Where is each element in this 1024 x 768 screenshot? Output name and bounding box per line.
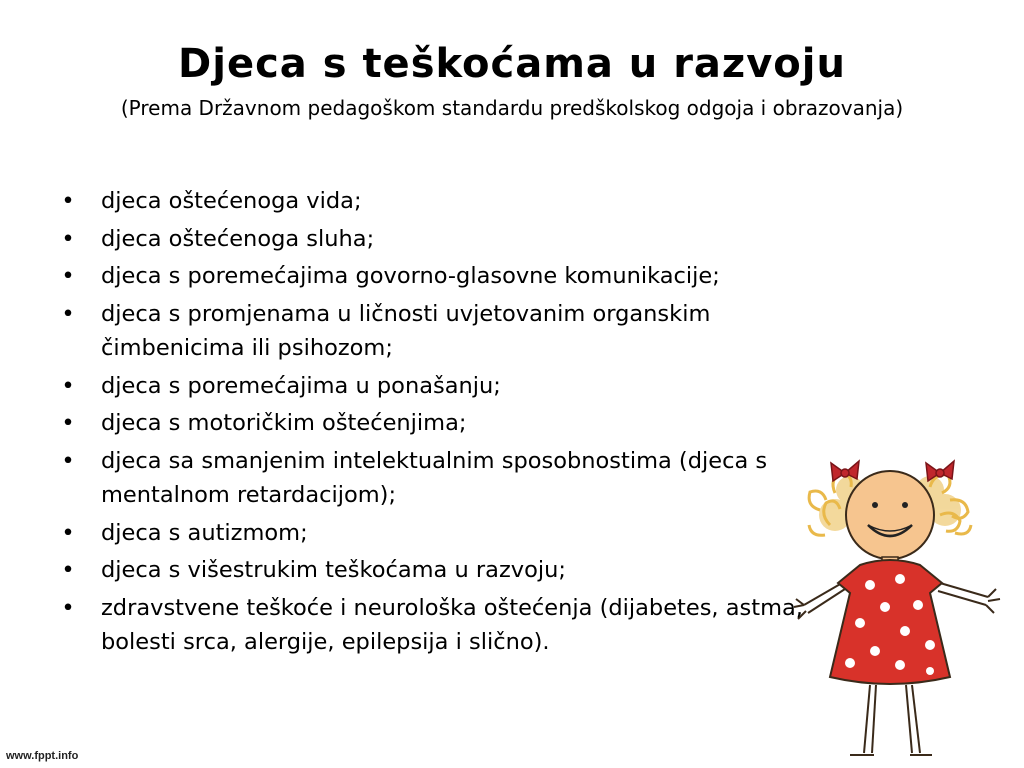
bullet-icon: • bbox=[61, 263, 75, 289]
bullet-list bbox=[56, 184, 956, 663]
bullet-text: djeca s motoričkim oštećenjima; bbox=[101, 410, 467, 436]
bullet-icon: • bbox=[61, 447, 75, 474]
bullet-icon: • bbox=[61, 557, 75, 583]
bullet-text: djeca s poremećajima u ponašanju; bbox=[101, 372, 501, 399]
slide-subtitle: (Prema Državnom pedagoškom standardu predškolskog odgoja i obrazovanja) bbox=[120, 96, 904, 120]
bullet-text: zdravstvene teškoće i neurološka oštećenja (dijabetes, astma, bolesti srca, alergije, epilepsija i slično). bbox=[101, 594, 803, 655]
bullet-icon: • bbox=[61, 300, 75, 327]
bullet-icon: • bbox=[61, 372, 75, 399]
bullet-icon: • bbox=[61, 225, 75, 252]
bullet-icon: • bbox=[61, 410, 75, 436]
bullet-text: djeca sa smanjenim intelektualnim sposobnostima (djeca s mentalnom retardacijom); bbox=[101, 447, 768, 508]
bullet-text: djeca oštećenoga vida; bbox=[101, 188, 362, 214]
bullet-icon: • bbox=[61, 594, 75, 621]
bullet-item bbox=[56, 259, 956, 294]
bullet-item bbox=[56, 516, 956, 551]
bullet-item bbox=[56, 222, 956, 257]
bullet-item bbox=[56, 444, 956, 513]
bullet-text: djeca s višestrukim teškoćama u razvoju; bbox=[101, 557, 566, 583]
bullet-text: djeca s promjenama u ličnosti uvjetovanim organskim čimbenicima ili psihozom; bbox=[101, 300, 711, 361]
bullet-text: djeca s poremećajima govorno-glasovne komunikacije; bbox=[101, 263, 720, 289]
bullet-icon: • bbox=[61, 519, 75, 546]
bullet-item bbox=[56, 406, 956, 441]
slide-title: Djeca s teškoćama u razvoju bbox=[178, 41, 846, 87]
bullet-text: djeca oštećenoga sluha; bbox=[101, 225, 375, 252]
bullet-item bbox=[56, 369, 956, 404]
bullet-item bbox=[56, 553, 956, 588]
bullet-item bbox=[56, 591, 956, 660]
bullet-item bbox=[56, 297, 956, 366]
bullet-text: djeca s autizmom; bbox=[101, 519, 308, 546]
bullet-icon: • bbox=[61, 188, 75, 214]
footer-url: www.fppt.info bbox=[6, 750, 79, 762]
bullet-item bbox=[56, 184, 956, 219]
